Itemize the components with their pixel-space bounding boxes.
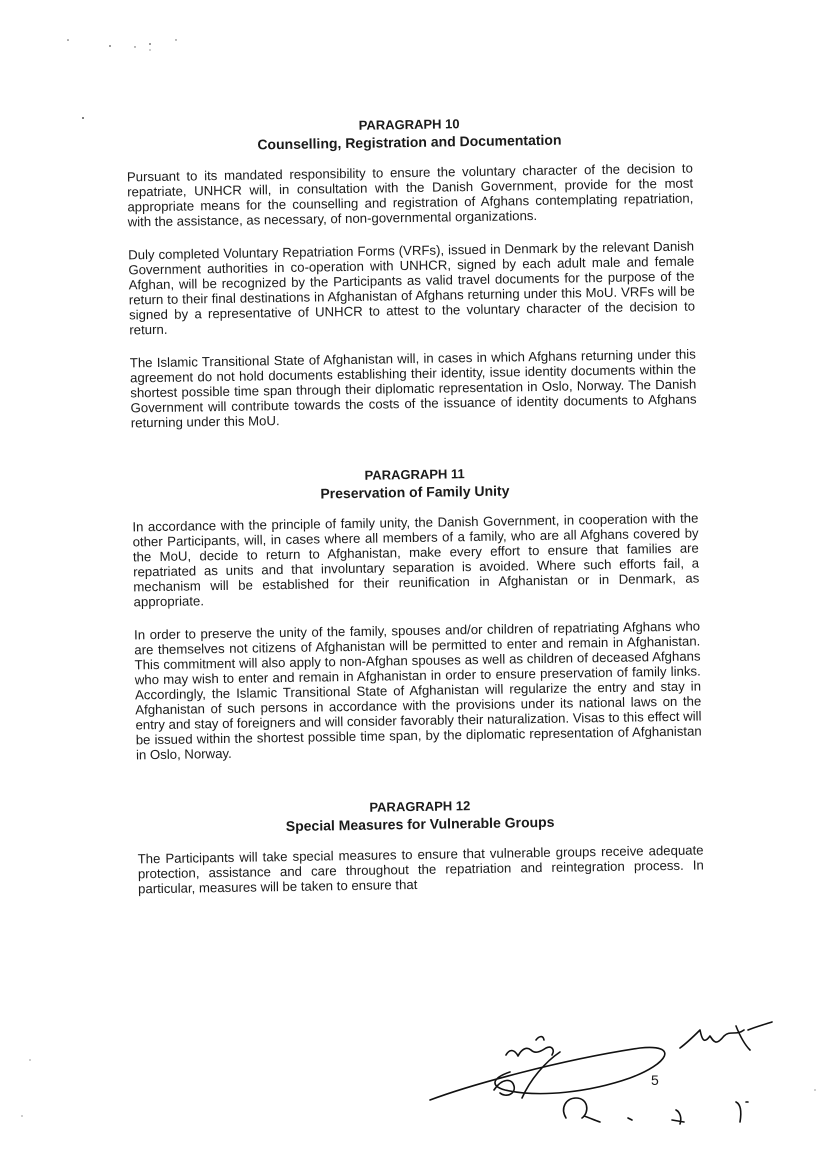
page-number: 5 [651,1072,659,1088]
signature-slash [522,1052,560,1098]
paragraph-11-text-1: In accordance with the principle of family unity, the Danish Government, in cooperation with the other Participants, will, in cases where all members of a family, who are all Afghans covered by the MoU, decide to return to Afghanistan, make every effort to ensure that families are repatriated as units and that involuntary separation is avoided. Where such efforts fail, a mechanism will be established for their reunification in Afghanistan or in Denmark, as appropriate. [132,510,700,610]
paragraph-12-text-1: The Participants will take special measures to ensure that vulnerable groups receive adequate protection, assistance and care throughout the repatriation and reintegration process. In particular, measures will be taken to ensure that [137,842,704,897]
paragraph-10-text-1: Pursuant to its mandated responsibility to ensure the voluntary character of the decision to repatriate, UNHCR will, in consultation with the Danish Government, provide for the most appropriate means for the counselling and registration of Afghans contemplating repatriation, with the assistance, as necessary, of non-governmental organizations. [126,160,694,230]
paragraph-11-heading: PARAGRAPH 11 [364,466,465,483]
signature-dash-1 [628,1118,632,1120]
paragraph-11-text-2: In order to preserve the unity of the family, spouses and/or children of repatriating Afghans who are themselves not citizens of Afghanistan will be permitted to enter and remain in Afghanistan. This commitment will also apply to non-Afghan spouses as well as children of deceased Afghans who may wish to enter and remain in Afghanistan in order to ensure preservation of family links. Accordingly, the Islamic Transitional State of Afghanistan will regularize the entry and stay in Afghanistan of such persons in accordance with the provisions under its national laws on the entry and stay of foreigners and will consider favorably their naturalization. Visas to this effect will be issued within the shortest possible time span, by the diplomatic representation of Afghanistan in Oslo, Norway. [133,618,702,763]
paragraph-12-heading: PARAGRAPH 12 [369,798,471,815]
signature-mark-2 [536,1037,544,1040]
signature-dash-3 [736,1102,741,1122]
signature-loop [430,1047,665,1100]
paragraph-10-text-3: The Islamic Transitional State of Afghanistan will, in cases in which Afghans returning under this agreement do not hold documents establishing their identity, issue identity documents within the shortest possible time span through their diplomatic representation in Oslo, Norway. The Danish Government will contribute towards the costs of the issuance of identity documents to Afghans returning under this MoU. [129,346,697,431]
signature-dash-2 [672,1110,684,1124]
signature-right [680,1022,772,1050]
signature-omega [564,1098,600,1122]
paragraph-11-subheading: Preservation of Family Unity [320,482,510,502]
paragraph-10-subheading: Counselling, Registration and Documentation [257,131,562,153]
paragraph-10-heading: PARAGRAPH 10 [358,116,460,133]
signature-mark-3 [494,1080,514,1095]
paragraph-10-text-2: Duly completed Voluntary Repatriation Forms (VRFs), issued in Denmark by the relevant Danish Government authorities in co-operation with UNHCR, signed by each adult male and female Afghan, will be recognized by the Participants as valid travel documents for the purpose of the return to their final destinations in Afghanistan of Afghans returning under this MoU. VRFs will be signed by a representative of UNHCR to attest to the voluntary character of the decision to return. [128,238,696,338]
signature-mark-1 [506,1047,553,1056]
paragraph-12-subheading: Special Measures for Vulnerable Groups [285,813,555,835]
